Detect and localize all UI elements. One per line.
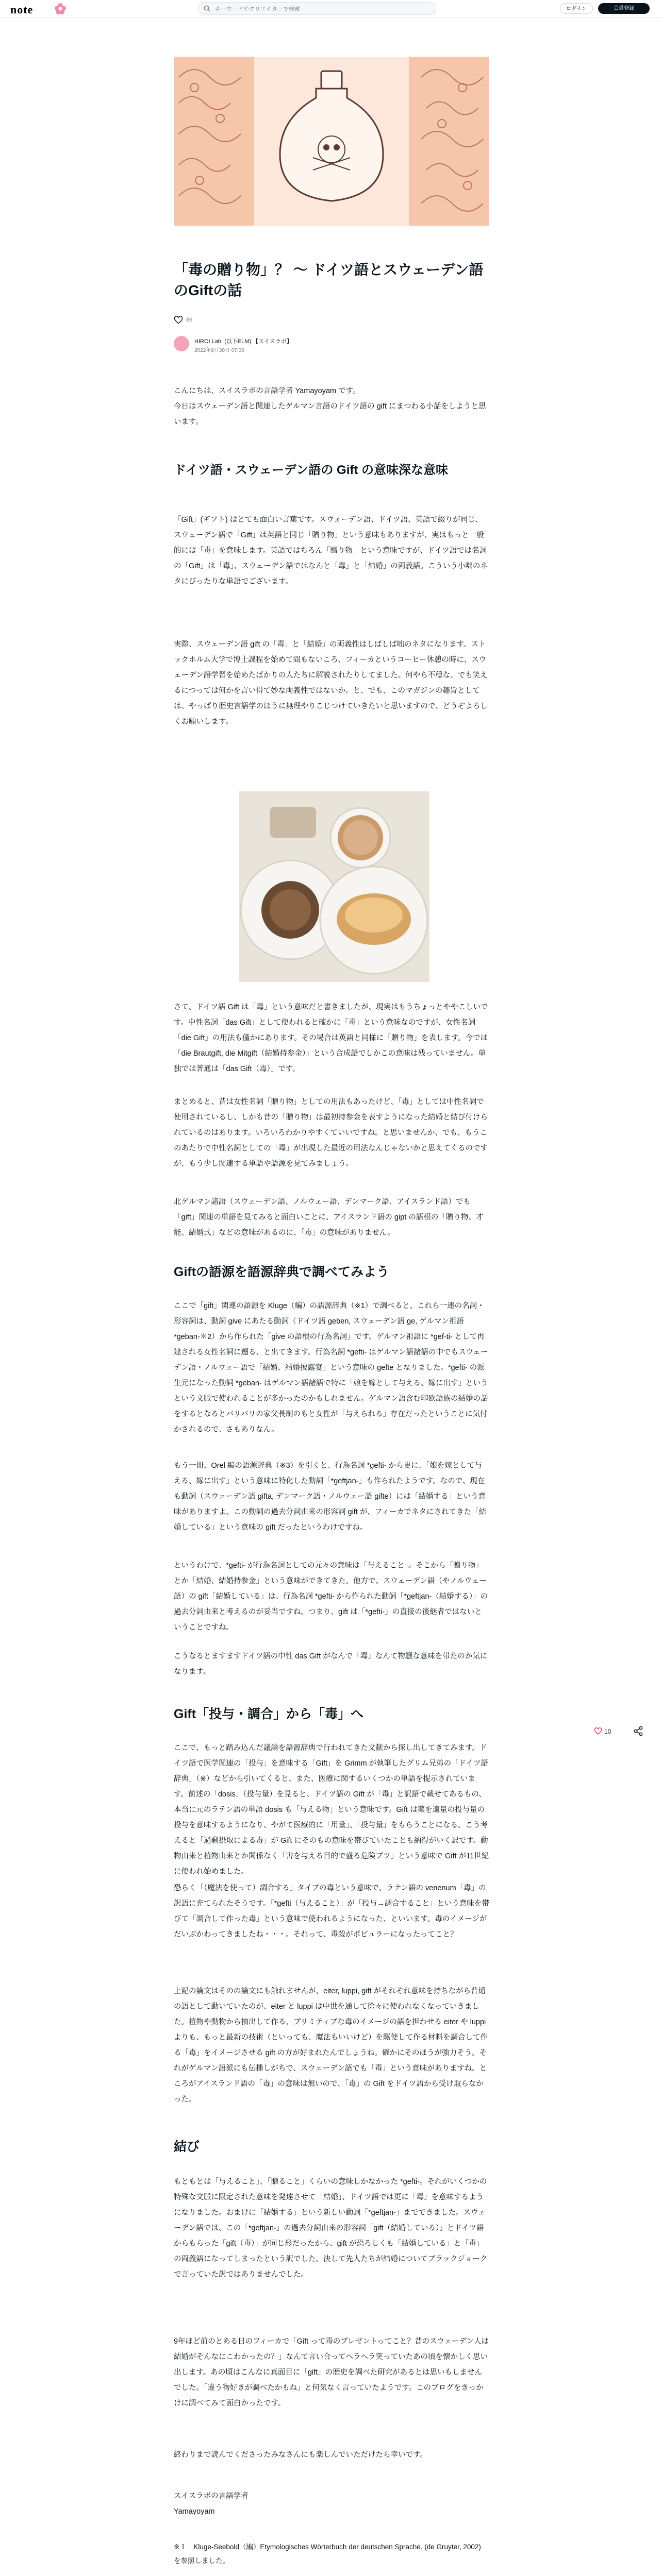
section-heading: Giftの語源を語源辞典で調べてみよう <box>174 1265 390 1279</box>
login-button[interactable]: ログイン <box>560 3 593 14</box>
flower-logo-icon <box>54 2 67 15</box>
signature-name: Yamayoyam <box>174 2507 215 2516</box>
top-bar <box>0 0 662 18</box>
paragraph: ここで、もっと踏み込んだ議論を語源辞典で行われてきた文献から探し出してきてみます。ドイツ語で医学関連の「投与」を意味する「Gift」を Grimm が執筆したグリム兄弟の「ドイツ語辞典」（※）などから引いてくると、また、医療に関するいくつかの単語を提示されています。前述の「dosis」（投与量）を見ると、ドイツ語の Gift が「毒」と訳語で載せてあるもの、本当に元のラテン語の単語 dosis も「与える物」という意味です。Gift は薬を適量の投与量の投与を意味するようになり、やがて医療的に「用量」、「投与量」をもらうことになる。こう考えると「過剰摂取による毒」が Gift にそのもの意味を帯びていたことも納得がいく訳です。動物由来と植物由来とか関係なく「害を与える目的で盛る危険ブツ」という意味で Gift が11世紀に使われ始めました。 <box>174 1744 489 1876</box>
paragraph: 今日はスウェーデン語と関連したゲルマン言語のドイツ語の gift にまつわる小話をしようと思います。 <box>174 402 486 426</box>
signature-line: スイスラボの言語学者 <box>174 2492 249 2500</box>
section-heading: 結び <box>174 2140 200 2154</box>
section-heading: ドイツ語・スウェーデン語の Gift の意味深な意味 <box>174 463 449 477</box>
like-row <box>174 315 277 327</box>
author-block[interactable] <box>174 335 489 355</box>
search-icon <box>204 5 210 12</box>
paragraph: 終わりまで読んでくださったみなさんにも楽しんでいただけたら幸いです。 <box>174 2451 427 2459</box>
cafe-photo <box>239 791 429 982</box>
signup-button[interactable]: 会員登録 <box>598 3 650 14</box>
heart-icon <box>594 1727 602 1735</box>
search-box[interactable] <box>198 2 436 15</box>
paragraph: 北ゲルマン諸語（スウェーデン語、ノルウェー語、デンマーク語、アイスランド語）でも「gift」関連の単語を見てみると面白いことに、アイスランド語の gipt の語根の「贈り物、才能、結婚式」などの意味があるのに、「毒」の意味がありません。 <box>174 1198 484 1237</box>
paragraph: 9年ほど前のとある日のフィーカで「Gift って毒のプレゼントってこと？昔のスウェーデン人は結婚がそんなにこわかったの？」なんて言い合ってヘラヘラ笑っていたあの頃を懐かしく思い出します。あの頃はこんなに真面目に「gift」の歴史を調べた研究があるとは思いもしませんでした。「違う物好きが調べたかもね」と何気なく言っていたようです。このブログをきっかけに調べてみて面白かったです。 <box>174 2337 489 2408</box>
like-count: 86 <box>186 317 193 323</box>
paragraph: もう一冊、Orel 編の語源辞典（※3）を引くと、行為名詞 *gefti- から更に、「娘を嫁として与える、嫁に出す」という意味に特化した動詞「*geftjan-」も作られたようです。なので、現在も動詞（スウェーデン語 gifta, デンマーク語・ノルウェー語 gifte）には「結婚する」という意味がありますよ。この動詞の過去分詞由来の形容詞 gift が、フィーカでネタにされてきた「結婚している」という意味の gift だったというわけですね。 <box>174 1462 486 1532</box>
paragraph: 実際、スウェーデン語 gift の「毒」と「結婚」の両義性はしばしば咄のネタになります。ストックホルム大学で博士課程を始めて間もないころ、フィーカというコーヒー休憩の時に、スウェーデン語学習を始めたばかりの人たちに解説されたりしてました。何やら不穏な、でも笑えるにつっては何かを言い得て妙な両義性ではないか。と、でも、このマガジンの趣旨としては、やっぱり歴史言語学のほうに無理やりこじつけていきたいと思いますので、どうぞよろしくお願いします。 <box>174 640 488 726</box>
paragraph: まとめると、昔は女性名詞「贈り物」としての用法もあったけど、「毒」としては中性名詞で使用されているし、しかも昔の「贈り物」は最初持参金を表すようになった結婚と結び付けられているのはあります。いろいろわかりやすくていいですね。と思いませんか、でも、もうこのあたりで中性名詞としての「毒」が出現した最近の用法なんじゃないかと思えてくるのですが、もう少し関連する単語や語源を見てみましょう。 <box>174 1098 488 1168</box>
note-logo[interactable]: note <box>10 3 34 16</box>
paragraph: 上記の論文はそのの論文にも触れませんが、eiter, luppi, gift がそれぞれ意味を持ちながら普通の語として動いていたのが、eiter と luppi は中世を通して徐々に使われなくなっていきました。植物や動物から抽出して作る、プリミティブな毒のイメージの語を担わせる eiter や luppi よりも、もっと最新の技術（といっても、魔法もいいけど）を駆使して作る材料を調合して作る「毒」をイメージさせる gift の方が好まれたんでしょうね。確かにそのほうが強力そう。それがゲルマン語派にも伝播しがちで、スウェーデン語でも「毒」という意味がありますね。ところがアイスランド語の「毒」の意味は無いので、「毒」の Gift をドイツ語から受け取らなかった。 <box>174 1987 488 2104</box>
paragraph: こうなるとますますドイツ語の中性 das Gift がなんで「毒」なんて物騒な意味を帯たのか気になります。 <box>174 1652 488 1676</box>
heart-icon[interactable] <box>174 315 183 325</box>
paragraph: 恐らく「（魔法を使って）調合する」タイプの毒という意味で、ラテン語の venenum「毒」の訳語に充てられたそうです。「*gefti（与えること）」が「投与→調合すること」という意味を帯びて「調合して作った毒」という意味で使われるようになった、といいます。毒のイメージがだいぶかわってきましたね・・・。それって、毒殺がポピュラーになったってこと？ <box>174 1884 489 1939</box>
floating-like-count: 10 <box>604 1728 611 1735</box>
publish-date: 2022年9月30日 07:00 <box>194 348 244 353</box>
footnote: ※１ Kluge-Seebold（編）Etymologisches Wörterbuch der deutschen Sprache. (de Gruyter, 2002) を参照しました。 <box>174 2543 481 2565</box>
floating-like-button[interactable] <box>594 1727 620 1742</box>
hero-image <box>174 57 489 226</box>
avatar[interactable] <box>174 336 189 351</box>
author-name[interactable]: HIROI Lab. (以下ELM) 【スイスラボ】 <box>194 338 292 345</box>
paragraph: さて、ドイツ語 Gift は「毒」という意味だと書きましたが、現実はもうちょっとややこしいです。中性名詞「das Gift」として使われると確かに「毒」という意味なのですが、女性名詞「die Gift」の用法も僅かにあります。その場合は英語と同様に「贈り物」を表します。今では「die Brautgift, die Mitgift（結婚持参金）」という合成語でしかこの意味は残っていません。単独では普通は「das Gift（毒）」です。 <box>174 1003 488 1073</box>
article-title: 「毒の贈り物」？ 〜 ドイツ語とスウェーデン語のGiftの話 <box>174 262 484 298</box>
paragraph: こんにちは、スイスラボの言語学者 Yamayoyam です。 <box>174 387 360 395</box>
paragraph: 「Gift」(ギフト) はとても面白い言葉です。スウェーデン語、ドイツ語、英語で綴りが同じ、スウェーデン語で「Gift」は英語と同じ「贈り物」という意味もありますが、実はもっと一般的には「毒」を意味します。英語ではちろん「贈り物」という意味ですが、ドイツ語では名詞の「Gift」は「毒」、スウェーデン語ではなんと「毒」と「結婚」の両義語。こういう小咄のネタにぴったりな単語でございます。 <box>174 516 488 586</box>
search-input[interactable] <box>214 4 433 14</box>
paragraph: もともとは「与えること」、「贈ること」くらいの意味しかなかった *gefti-。それがいくつかの特殊な文脈に限定された意味を発達させて「結婚」、ドイツ語では更に「毒」を意味するようになりました。おまけに「結婚する」という新しい動詞「*geftjan-」までできました。スウェーデン語では、この「*geftjan-」の過去分詞由来の形容詞「gift（結婚している）」とドイツ語からもらった「gift（毒）」が同じ形だったから、gift が恐ろしくも「結婚している」と「毒」の両義語になってしまったという訳でした。決して先人たちが結婚についてブラックジョークで言っていた訳ではありませんでした。 <box>174 2178 488 2279</box>
section-heading: Gift「投与・調合」から「毒」へ <box>174 1707 364 1721</box>
paragraph: ここで「gift」関連の語源を Kluge（編）の語源辞典（※1）で調べると、これら一連の名詞・形容詞は、動詞 give にあたる動詞（ドイツ語 geben, スウェーデン語 ge, ゲルマン祖語 *geban-＊2）から作られた「give の語根の行為名詞」です。ゲルマン祖語に *gef-ti- として再建される女性名詞に遡る、と出てきます。行為名詞 *gefti- はゲルマン語諸語の中でもスウェーデン語・ノルウェー語で「結婚、結婚披露宴」という意味の gefte となりました。*gefti- の派生元になった動詞 *geban- はゲルマン語諸語で特に「娘を嫁として与える、嫁に出す」というという文脈で使われることが多かったのかもしれません。ゲルマン語含む印欧語族の結婚の話をするとなるとバリバリの家父長制のもと女性が「与えられる」存在だったということに気付かされるので、さもありなん。 <box>174 1302 488 1434</box>
paragraph: というわけで、*gefti- が行為名詞としての元々の意味は「与えること」。そこから「贈り物」とか「結婚、結婚持参金」という意味ができてきた。他方で、スウェーデン語（やノルウェー語）の gift「結婚している」は、行為名詞 *gefti- から作られた動詞「*geftjan-（結婚する）」の過去分詞由来と考えるのが妥当ですね。つまり、gift は「*gefti-」の直接の後継者ではないということですね。 <box>174 1562 488 1632</box>
share-icon[interactable] <box>633 1726 643 1736</box>
